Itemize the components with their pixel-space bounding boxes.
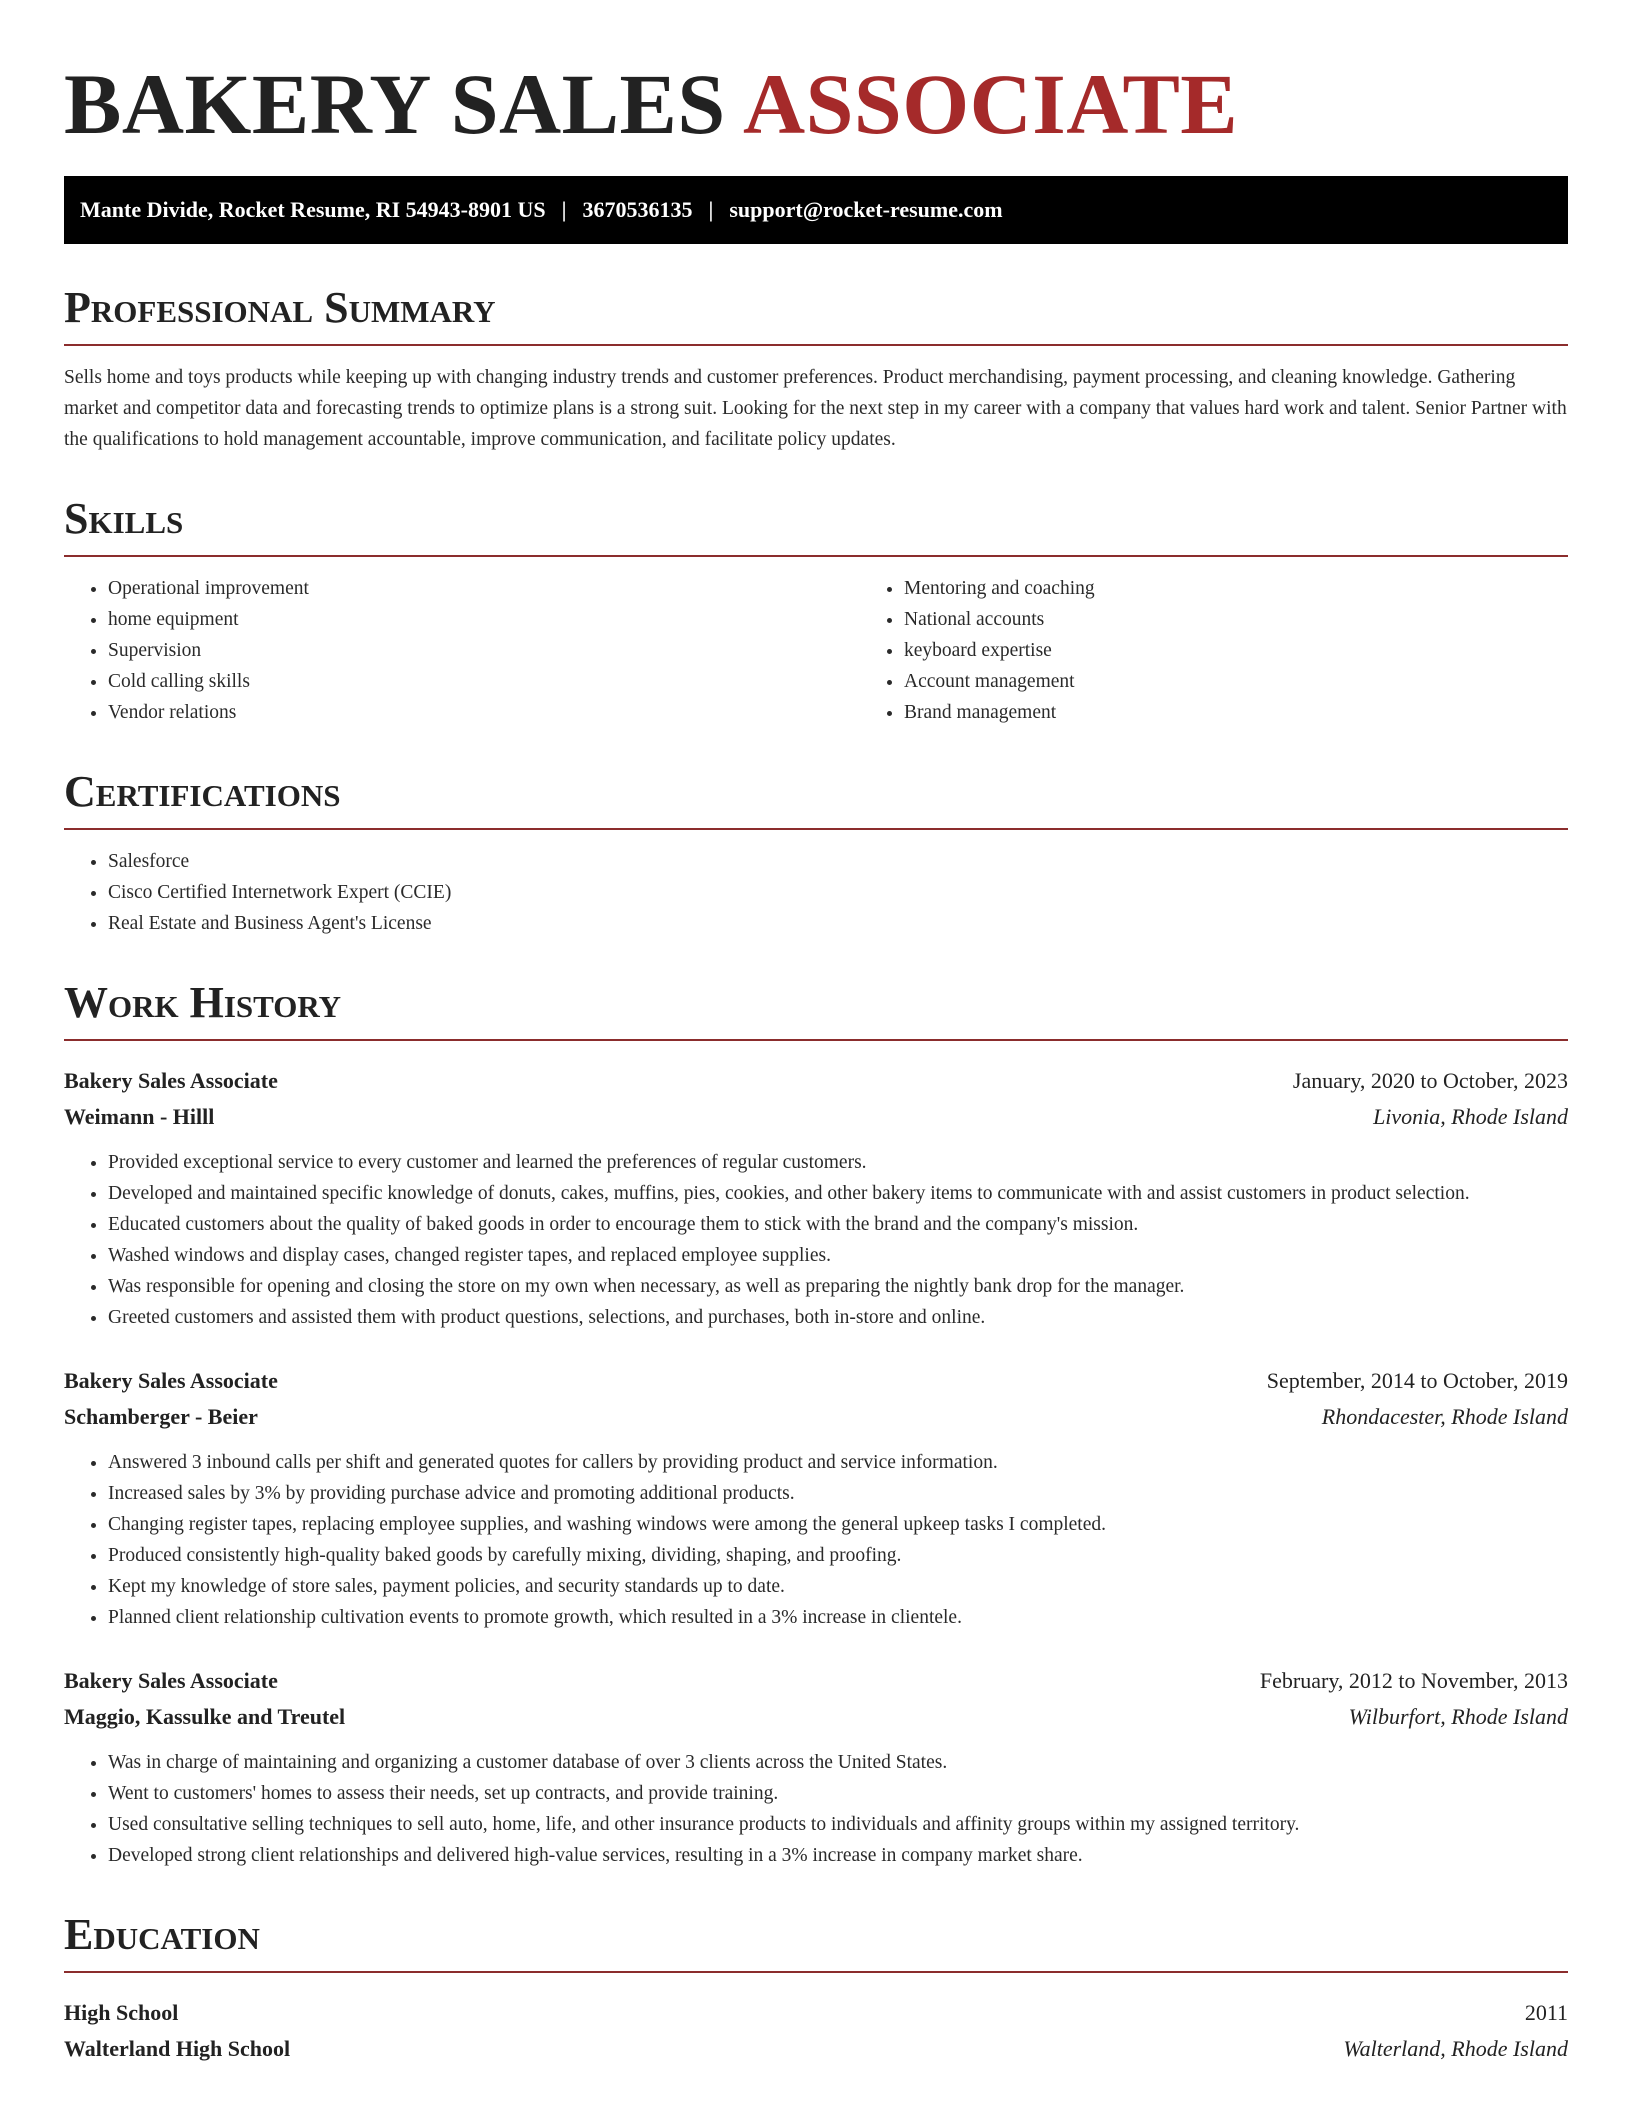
section-heading: Skills <box>64 495 1568 557</box>
skill-item: • keyboard expertise <box>904 635 1632 666</box>
section-heading: Certifications <box>64 768 1568 830</box>
job-bullet: • Educated customers about the quality of baked goods in order to encourage them to stick with the brand and the company's mission. <box>108 1209 1568 1240</box>
job-company-row <box>64 1099 1568 1135</box>
skills-section <box>64 495 1568 728</box>
job-bullet: • Developed and maintained specific knowledge of donuts, cakes, muffins, pies, cookies, and other bakery items to communicate with and assist customers in product selection. <box>108 1178 1568 1209</box>
job-company-row <box>64 1699 1568 1735</box>
skill-item: • Brand management <box>904 697 1632 728</box>
title-main: BAKERY SALES <box>64 56 726 152</box>
skills-list-right <box>860 573 1632 728</box>
job-company: Schamberger - Beier <box>64 1404 258 1429</box>
section-heading: Work History <box>64 979 1568 1041</box>
job-location: Wilburfort, Rhode Island <box>1348 1704 1568 1729</box>
section-heading: Education <box>64 1911 1568 1973</box>
job-bullet: • Kept my knowledge of store sales, payment policies, and security standards up to date. <box>108 1571 1568 1602</box>
job-dates: February, 2012 to November, 2013 <box>1259 1668 1568 1693</box>
job-location: Rhondacester, Rhode Island <box>1321 1404 1568 1429</box>
job-bullet: • Went to customers' homes to assess their needs, set up contracts, and provide training. <box>108 1778 1568 1809</box>
education-section <box>64 1911 1568 2067</box>
skill-item: • National accounts <box>904 604 1632 635</box>
resume-page <box>64 0 1568 2067</box>
job-company: Maggio, Kassulke and Treutel <box>64 1704 346 1729</box>
job-bullet: • Was responsible for opening and closing the store on my own when necessary, as well as preparing the nightly bank drop for the manager. <box>108 1271 1568 1302</box>
education-entry <box>64 1995 1568 2067</box>
work-history-section <box>64 979 1568 1871</box>
job-bullet: • Used consultative selling techniques to sell auto, home, life, and other insurance products to individuals and affinity groups within my assigned territory. <box>108 1809 1568 1840</box>
education-degree: High School <box>64 2000 179 2025</box>
job-bullet: • Increased sales by 3% by providing purchase advice and promoting additional products. <box>108 1478 1568 1509</box>
contact-email: support@rocket-resume.com <box>729 197 1003 222</box>
certification-item: • Salesforce <box>108 846 1568 877</box>
education-year: 2011 <box>1524 2000 1568 2025</box>
skill-item: • Supervision <box>108 635 860 666</box>
job-title: Bakery Sales Associate <box>64 1668 278 1693</box>
contact-separator: | <box>708 197 714 222</box>
skills-list-left <box>64 573 860 728</box>
job-title: Bakery Sales Associate <box>64 1068 278 1093</box>
job-dates: September, 2014 to October, 2019 <box>1266 1368 1568 1393</box>
summary-section <box>64 284 1568 455</box>
education-location: Walterland, Rhode Island <box>1343 2036 1568 2061</box>
contact-phone: 3670536135 <box>582 197 693 222</box>
job-header-row <box>64 1663 1568 1699</box>
job-bullet: • Washed windows and display cases, changed register tapes, and replaced employee supplies. <box>108 1240 1568 1271</box>
job-bullets <box>64 1447 1568 1633</box>
job-entry <box>64 1663 1568 1871</box>
job-company-row <box>64 1399 1568 1435</box>
job-title: Bakery Sales Associate <box>64 1368 278 1393</box>
skills-columns <box>64 557 1568 728</box>
job-bullets <box>64 1747 1568 1871</box>
job-bullet: • Developed strong client relationships and delivered high-value services, resulting in a 3% increase in company market share. <box>108 1840 1568 1871</box>
job-bullet: • Provided exceptional service to every customer and learned the preferences of regular customers. <box>108 1147 1568 1178</box>
job-entry <box>64 1063 1568 1333</box>
education-header-row <box>64 1995 1568 2031</box>
contact-address: Mante Divide, Rocket Resume, RI 54943-8901 US <box>80 197 546 222</box>
job-header-row <box>64 1063 1568 1099</box>
job-bullet: • Changing register tapes, replacing employee supplies, and washing windows were among the general upkeep tasks I completed. <box>108 1509 1568 1540</box>
education-school-row <box>64 2031 1568 2067</box>
job-company: Weimann - Hilll <box>64 1104 215 1129</box>
job-dates: January, 2020 to October, 2023 <box>1292 1068 1568 1093</box>
job-bullet: • Was in charge of maintaining and organizing a customer database of over 3 clients across the United States. <box>108 1747 1568 1778</box>
job-bullets <box>64 1147 1568 1333</box>
certifications-section <box>64 768 1568 939</box>
skill-item: • Account management <box>904 666 1632 697</box>
resume-title <box>64 56 1568 152</box>
title-accent: ASSOCIATE <box>742 56 1239 152</box>
job-bullet: • Greeted customers and assisted them with product questions, selections, and purchases, both in-store and online. <box>108 1302 1568 1333</box>
summary-text: Sells home and toys products while keeping up with changing industry trends and customer preferences. Product merchandising, payment processing, and cleaning knowledge. Gathering market and competitor data and forecasting trends to optimize plans is a strong suit. Looking for the next step in my career with a company that values hard work and talent. Senior Partner with the qualifications to hold management accountable, improve communication, and facilitate policy updates. <box>64 367 1567 450</box>
skill-item: • Vendor relations <box>108 697 860 728</box>
job-bullet: • Answered 3 inbound calls per shift and generated quotes for callers by providing product and service information. <box>108 1447 1568 1478</box>
certification-item: • Real Estate and Business Agent's License <box>108 908 1568 939</box>
job-header-row <box>64 1363 1568 1399</box>
contact-separator: | <box>561 197 567 222</box>
job-entry <box>64 1363 1568 1633</box>
job-bullet: • Planned client relationship cultivation events to promote growth, which resulted in a 3% increase in clientele. <box>108 1602 1568 1633</box>
skill-item: • Cold calling skills <box>108 666 860 697</box>
skill-item: • Operational improvement <box>108 573 860 604</box>
certifications-list <box>64 846 1568 939</box>
job-bullet: • Produced consistently high-quality baked goods by carefully mixing, dividing, shaping, and proofing. <box>108 1540 1568 1571</box>
job-location: Livonia, Rhode Island <box>1373 1104 1568 1129</box>
contact-bar <box>64 176 1568 244</box>
skill-item: • home equipment <box>108 604 860 635</box>
section-heading: Professional Summary <box>64 284 1568 346</box>
education-school: Walterland High School <box>64 2036 291 2061</box>
skill-item: • Mentoring and coaching <box>904 573 1632 604</box>
certification-item: • Cisco Certified Internetwork Expert (CCIE) <box>108 877 1568 908</box>
